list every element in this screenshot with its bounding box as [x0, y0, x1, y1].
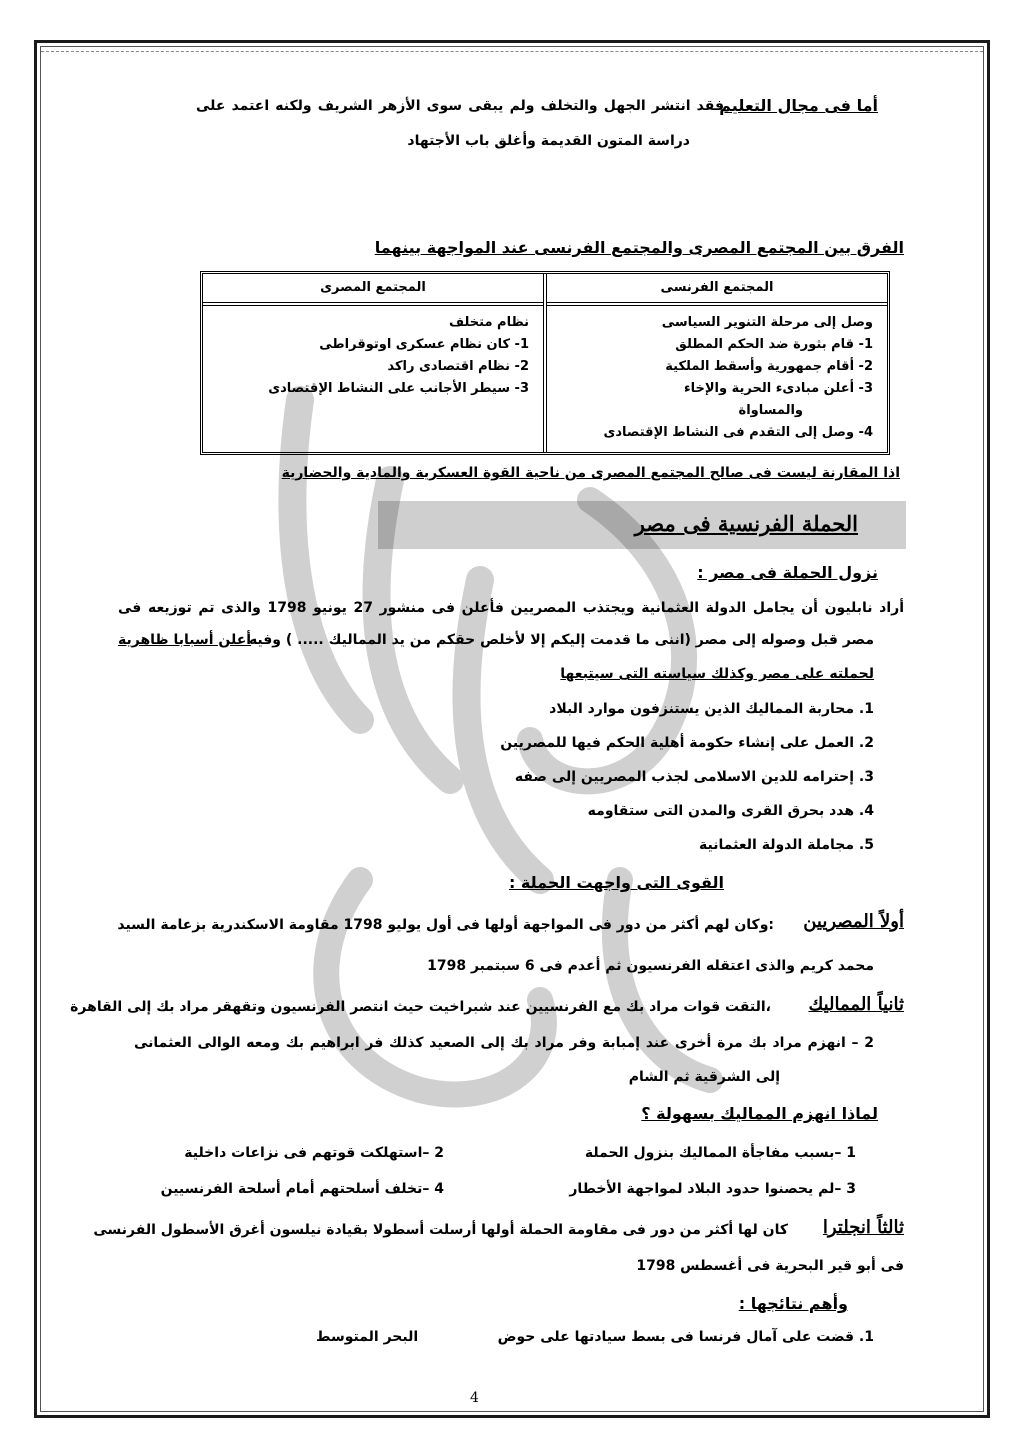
banner-title: الحملة الفرنسية فى مصر	[634, 511, 858, 536]
england-line1: كان لها أكثر من دور فى مقاومة الحملة أولها أرسلت أسطولا بقيادة نيلسون أغرق الأسطول الفرنسى	[93, 1222, 788, 1238]
french-header: المجتمع الفرنسى	[547, 274, 887, 306]
england-results-heading: وأهم نتائجها :	[738, 1294, 848, 1313]
mamluk-reason: 1 –بسبب مفاجأة المماليك بنزول الحملة	[584, 1145, 856, 1161]
french-line: 1- قام بثورة ضد الحكم المطلق	[675, 337, 873, 352]
french-line: 4- وصل إلى التقدم فى النشاط الإقتصادى	[603, 425, 873, 440]
egyptian-line: 3- سيطر الأجانب على النشاط الإقتصادى	[268, 381, 529, 396]
french-column	[543, 274, 887, 452]
comparison-table	[200, 271, 890, 455]
mamluk-reason: 3 –لم يحصنوا حدود البلاد لمواجهة الأخطار	[569, 1181, 856, 1197]
education-text-line2: دراسة المتون القديمة وأغلق باب الأجتهاد	[407, 133, 690, 149]
england-result-continued: البحر المتوسط	[316, 1329, 419, 1345]
list-item: 3. إحترامه للدين الاسلامى لجذب المصريين إلى صفه	[514, 769, 874, 785]
landing-heading: نزول الحملة فى مصر :	[697, 563, 878, 582]
egyptian-header: المجتمع المصرى	[203, 274, 543, 306]
egyptian-column	[203, 274, 543, 452]
list-item: 5. مجاملة الدولة العثمانية	[699, 837, 874, 853]
education-text-line1: فقد انتشر الجهل والتخلف ولم يبقى سوى الأزهر الشريف ولكنه اعتمد على	[196, 98, 724, 114]
education-heading: أما فى مجال التعليم	[719, 96, 878, 115]
forces-heading: القوى التى واجهت الحملة :	[508, 873, 724, 892]
comparison-title: الفرق بين المجتمع المصرى والمجتمع الفرنسى عند المواجهة بينهما	[374, 238, 904, 257]
forces-first-label: أولاً المصريين	[803, 911, 904, 932]
comparison-conclusion: اذا المقارنة ليست فى صالح المجتمع المصرى من ناحية القوة العسكرية والمادية والحضارية	[281, 465, 900, 481]
french-list	[547, 306, 887, 444]
mamluk-defeat-heading: لماذا انهزم المماليك بسهولة ؟	[641, 1104, 878, 1123]
england-label: ثالثاً انجلترا	[822, 1217, 904, 1238]
landing-line2-text: مصر قبل وصوله إلى مصر (اننى ما قدمت إليكم إلا لأخلص حقكم من يد المماليك ..... ) وفيه	[248, 632, 874, 648]
england-result: 1. قضت على آمال فرنسا فى بسط سيادتها على حوض	[497, 1329, 874, 1345]
forces-second-line3: إلى الشرقية ثم الشام	[628, 1069, 780, 1085]
landing-line2-highlight: أعلن أسبابا ظاهرية	[118, 632, 252, 648]
landing-line3: لحملته على مصر وكذلك سياسته التى سيتبعها	[560, 666, 874, 682]
page-number: 4	[470, 1390, 479, 1406]
egyptian-line: 2- نظام اقتصادى راكد	[387, 359, 529, 374]
forces-second-label: ثانياً المماليك	[808, 994, 904, 1015]
mamluk-reason: 4 –تخلف أسلحتهم أمام أسلحة الفرنسيين	[160, 1181, 444, 1197]
mamluk-reason: 2 –استهلكت قوتهم فى نزاعات داخلية	[184, 1145, 444, 1161]
egyptian-line: نظام متخلف	[449, 315, 529, 330]
french-line: وصل إلى مرحلة التنوير السياسى	[661, 315, 873, 330]
egyptian-line: 1- كان نظام عسكرى اوتوقراطى	[319, 337, 529, 352]
list-item: 4. هدد بحرق القرى والمدن التى ستقاومه	[587, 803, 874, 819]
forces-first-line1: :وكان لهم أكثر من دور فى المواجهة أولها فى أول يوليو 1798 مقاومة الاسكندرية بزعامة السيد	[117, 917, 774, 933]
egyptian-list	[203, 306, 543, 400]
french-line: 3- أعلن مبادىء الحرية والإخاء	[683, 381, 873, 396]
england-line2: فى أبو قير البحرية فى أغسطس 1798	[636, 1258, 904, 1274]
list-item: 2. العمل على إنشاء حكومة أهلية الحكم فيها للمصريين	[500, 735, 874, 751]
forces-second-line1: ،التقت قوات مراد بك مع الفرنسيين عند شبراخيت حيث انتصر الفرنسيون وتقهقر مراد بك إلى القاهرة	[70, 999, 771, 1015]
forces-second-line2: 2 – انهزم مراد بك مرة أخرى عند إمبابة وفر مراد بك إلى الصعيد كذلك فر ابراهيم بك ومعه الوالى العثمانى	[134, 1035, 874, 1051]
list-item: 1. محاربة المماليك الذين يستنزفون موارد البلاد	[549, 701, 874, 717]
french-line: والمساواة	[738, 403, 803, 418]
french-line: 2- أقام جمهورية وأسقط الملكية	[665, 359, 873, 374]
forces-first-line2: محمد كريم والذى اعتقله الفرنسيون ثم أعدم فى 6 سبتمبر 1798	[427, 958, 874, 974]
landing-line1: أراد نابليون أن يجامل الدولة العثمانية ويجتذب المصريين فأعلن فى منشور 27 يونيو 1798 والذى تم توزيعه فى	[118, 600, 904, 616]
section-banner	[378, 501, 906, 549]
